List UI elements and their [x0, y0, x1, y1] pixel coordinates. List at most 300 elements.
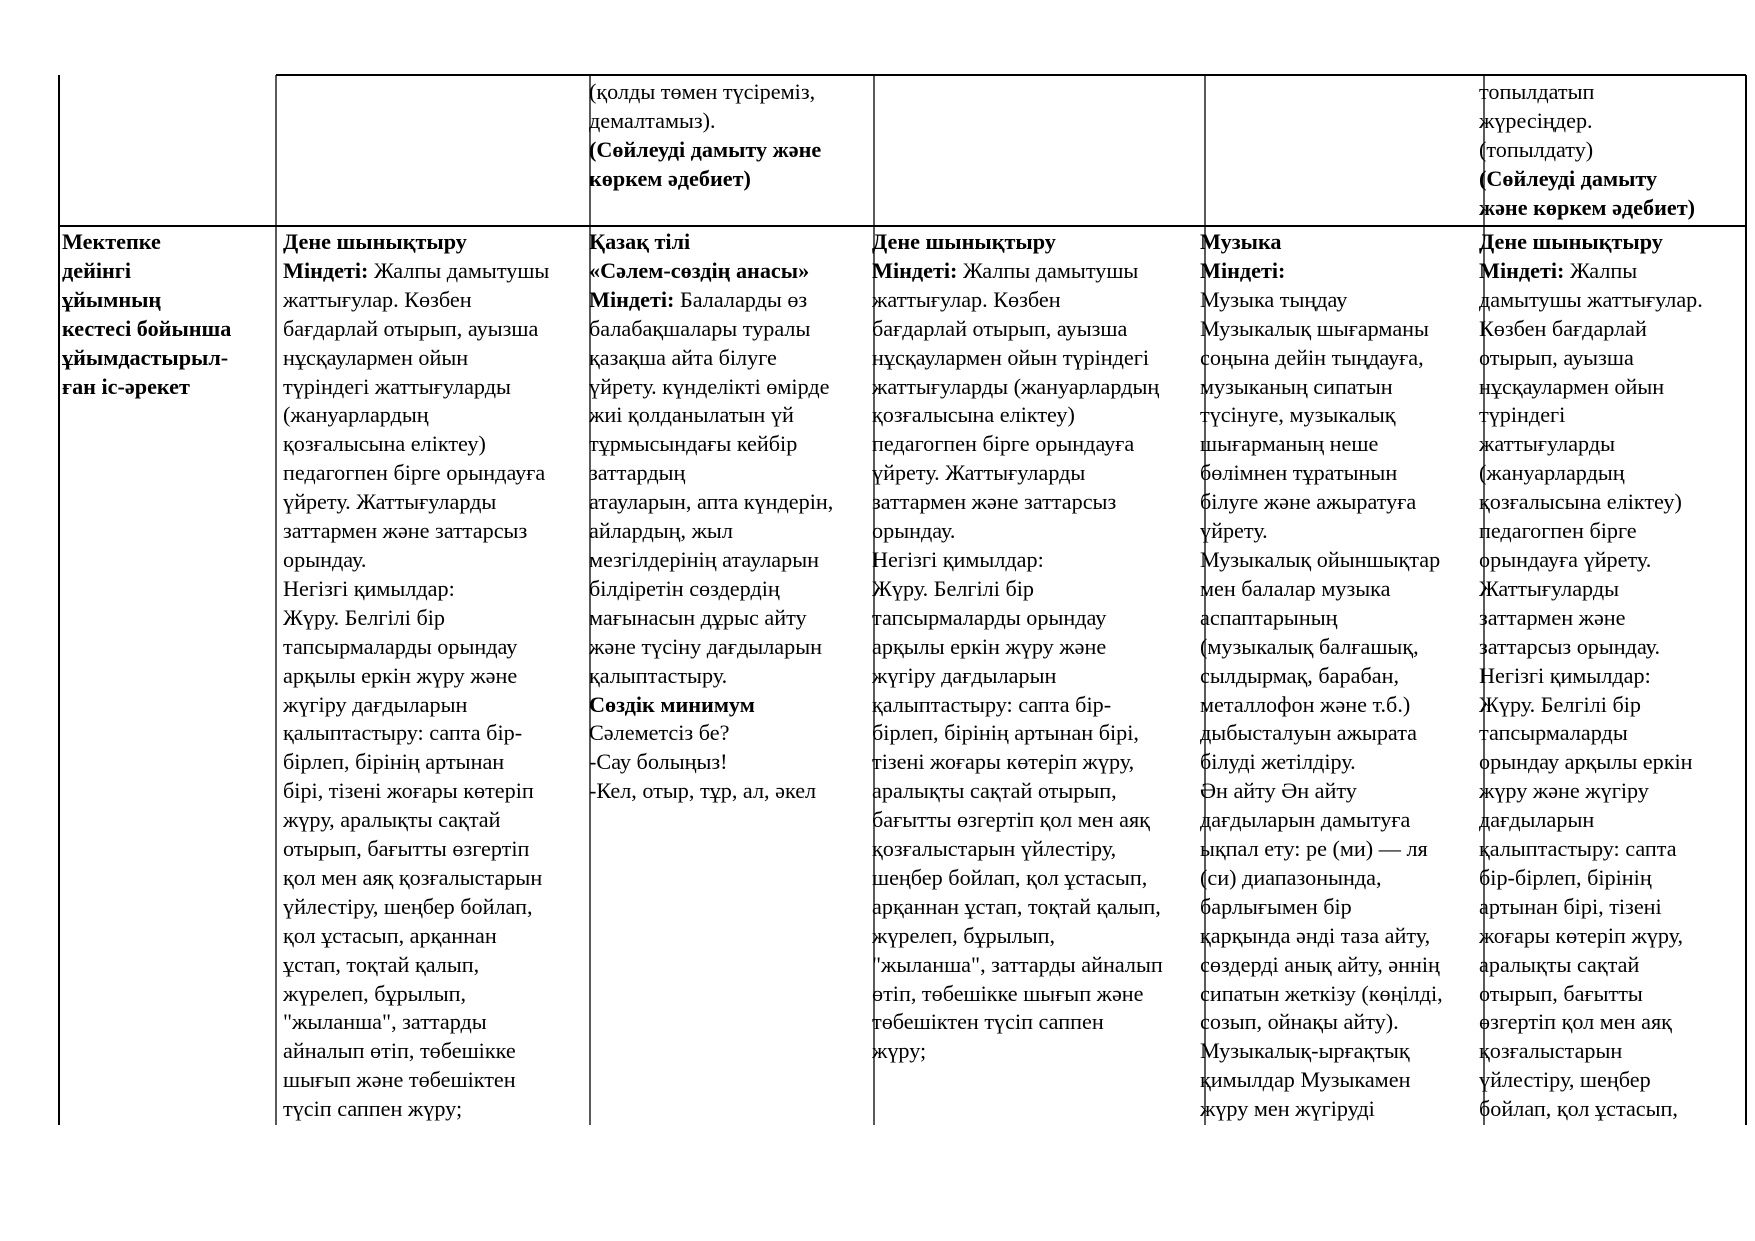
- text-line: [283, 662, 588, 691]
- text-line: [1479, 980, 1745, 1009]
- bold-text-run: Дене шынықтыру: [872, 229, 1056, 254]
- text-line: [589, 604, 873, 633]
- text-run: Негізгі қимылдар:: [872, 546, 1044, 572]
- text-run: (жануарлардың: [283, 402, 429, 428]
- text-line: [872, 315, 1203, 344]
- text-run: айналып өтіп, төбешікке: [283, 1038, 516, 1064]
- text-line: [872, 662, 1203, 691]
- text-line: [1200, 864, 1483, 893]
- text-line: [62, 286, 274, 315]
- text-line: [872, 488, 1203, 517]
- text-line: [283, 951, 588, 980]
- text-run: Музыкалық-ырғақтық: [1200, 1038, 1410, 1064]
- text-run: Музыкалық шығарманы: [1200, 315, 1429, 341]
- bold-text-run: көркем әдебиет): [589, 165, 751, 191]
- text-run: қалыптастыру: сапта бір-: [283, 720, 523, 746]
- text-run: орындау.: [283, 546, 367, 572]
- cell-row1-col0: [62, 78, 272, 224]
- text-line: [872, 893, 1203, 922]
- bold-text-run: Мектепке: [62, 229, 161, 254]
- text-run: қозғалысына еліктеу): [1479, 489, 1682, 515]
- text-run: Жүру. Белгілі бір: [283, 604, 445, 630]
- text-line: [872, 286, 1203, 315]
- text-run: орындауға үйрету.: [1479, 546, 1652, 572]
- text-line: [1200, 517, 1483, 546]
- bold-text-run: Сөздік минимум: [589, 691, 755, 717]
- text-line: [1200, 777, 1483, 806]
- text-line: [62, 315, 274, 344]
- text-run: дыбысталуын ажырата: [1200, 720, 1418, 746]
- text-line: [1200, 1008, 1483, 1037]
- text-run: Ән айту Ән айту: [1200, 778, 1357, 804]
- text-line: [283, 1095, 588, 1124]
- text-line: [1479, 488, 1745, 517]
- cell-row1-col4: [1200, 78, 1483, 224]
- text-run: мен балалар музыка: [1200, 575, 1391, 601]
- text-run: білдіретін сөздердің: [589, 575, 780, 601]
- text-line: [1479, 459, 1745, 488]
- text-line: [589, 315, 873, 344]
- bold-text-run: және көркем әдебиет): [1479, 194, 1696, 220]
- text-line: [1479, 893, 1745, 922]
- text-line: [872, 228, 1203, 257]
- text-run: қол мен аяқ қозғалыстарын: [283, 864, 543, 890]
- text-line: [589, 136, 873, 165]
- bold-text-run: ған іс-әрекет: [62, 373, 190, 399]
- text-run: заттардың: [589, 460, 686, 486]
- text-line: [1479, 662, 1745, 691]
- text-line: [62, 257, 274, 286]
- text-run: дағдыларын: [1479, 807, 1595, 833]
- text-run: аспаптарының: [1200, 604, 1338, 630]
- text-line: [872, 777, 1203, 806]
- text-run: (музыкалық балғашық,: [1200, 633, 1419, 659]
- text-run: мезгілдерінің атауларын: [589, 546, 819, 572]
- text-line: [1479, 165, 1745, 194]
- text-run: қимылдар Музыкамен: [1200, 1067, 1411, 1093]
- cell-row1-col3: [872, 78, 1203, 224]
- text-run: атауларын, апта күндерін,: [589, 489, 834, 515]
- text-run: педагогпен бірге орындауға: [283, 460, 546, 486]
- text-run: созып, ойнақы айту).: [1200, 1009, 1399, 1035]
- text-line: [1200, 1066, 1483, 1095]
- text-line: [283, 835, 588, 864]
- text-line: [1200, 488, 1483, 517]
- text-run: шеңбер бойлап, қол ұстасып,: [872, 864, 1148, 890]
- text-run: жүру мен жүгіруді: [1200, 1096, 1375, 1122]
- text-run: жүру, аралықты сақтай: [283, 807, 501, 833]
- bold-text-run: ұйымдастырыл-: [62, 344, 229, 370]
- text-line: [872, 373, 1203, 402]
- text-run: жаттығуларды: [1479, 431, 1616, 457]
- text-line: [589, 344, 873, 373]
- text-line: [283, 748, 588, 777]
- text-line: [872, 748, 1203, 777]
- text-line: [1200, 662, 1483, 691]
- text-run: түсіп саппен жүру;: [283, 1096, 463, 1122]
- text-line: [589, 575, 873, 604]
- text-run: қалыптастыру: сапта бір-: [872, 691, 1112, 717]
- text-line: [283, 806, 588, 835]
- text-line: [1200, 315, 1483, 344]
- cell-row-heading: [62, 228, 274, 1125]
- text-line: [283, 893, 588, 922]
- text-line: [872, 719, 1203, 748]
- text-run: отырып, бағытты: [1479, 980, 1643, 1006]
- text-line: [1479, 315, 1745, 344]
- text-run: заттармен және заттарсыз: [872, 489, 1117, 515]
- text-run: тапсырмаларды орындау: [872, 604, 1107, 630]
- bold-text-run: Міндеті:: [589, 286, 675, 312]
- text-line: [589, 748, 873, 777]
- text-line: [1479, 633, 1745, 662]
- text-run: педагогпен бірге: [1479, 518, 1637, 544]
- text-line: [872, 257, 1203, 286]
- text-run: білуге және ажыратуға: [1200, 489, 1417, 515]
- text-run: Балаларды өз: [674, 286, 808, 312]
- text-run: бағытты өзгертіп қол мен аяқ: [872, 807, 1150, 833]
- text-line: [872, 1008, 1203, 1037]
- text-line: [283, 228, 588, 257]
- text-run: айлардың, жыл: [589, 518, 733, 544]
- text-line: [283, 691, 588, 720]
- text-line: [1200, 1095, 1483, 1124]
- text-line: [283, 633, 588, 662]
- text-run: Жалпы дамытушы: [368, 257, 550, 283]
- text-line: [1479, 546, 1745, 575]
- text-run: мағынасын дұрыс айту: [589, 604, 807, 630]
- text-line: [1200, 546, 1483, 575]
- text-line: [1479, 136, 1745, 165]
- text-run: төбешіктен түсіп саппен: [872, 1009, 1104, 1035]
- text-line: [1200, 401, 1483, 430]
- text-run: Негізгі қимылдар:: [283, 575, 455, 601]
- text-run: шығып және төбешіктен: [283, 1067, 516, 1093]
- text-run: жүресіңдер.: [1479, 107, 1593, 133]
- text-run: қозғалыстарын: [1479, 1038, 1623, 1064]
- text-run: арқаннан ұстап, тоқтай қалып,: [872, 893, 1161, 919]
- text-run: жоғары көтеріп жүру,: [1479, 922, 1684, 948]
- text-line: [283, 344, 588, 373]
- text-line: [1200, 228, 1483, 257]
- bold-text-run: Міндеті:: [1479, 257, 1565, 283]
- text-line: [1479, 864, 1745, 893]
- text-run: сөздерді анық айту, әннің: [1200, 951, 1440, 977]
- text-line: [1479, 107, 1745, 136]
- text-run: жүгіру дағдыларын: [872, 662, 1057, 688]
- bold-text-run: Қазақ тілі: [589, 229, 691, 254]
- bold-text-run: Міндеті:: [872, 257, 958, 283]
- text-line: [62, 344, 274, 373]
- text-run: тұрмысындағы кейбір: [589, 431, 798, 457]
- text-run: (жануарлардың: [1479, 460, 1625, 486]
- text-line: [872, 980, 1203, 1009]
- text-line: [1200, 286, 1483, 315]
- text-run: қозғалысына еліктеу): [872, 402, 1075, 428]
- text-line: [872, 1037, 1203, 1066]
- text-line: [283, 1008, 588, 1037]
- text-run: арқылы еркін жүру және: [283, 662, 518, 688]
- text-run: металлофон және т.б.): [1200, 691, 1411, 717]
- text-run: Музыка тыңдау: [1200, 286, 1348, 312]
- text-run: жиі қолданылатын үй: [589, 402, 794, 428]
- text-line: [589, 257, 873, 286]
- text-line: [589, 488, 873, 517]
- text-line: [283, 401, 588, 430]
- text-run: дағдыларын дамытуға: [1200, 807, 1411, 833]
- text-run: бойлап, қол ұстасып,: [1479, 1096, 1678, 1122]
- text-line: [1479, 1095, 1745, 1124]
- text-run: білуді жетілдіру.: [1200, 749, 1356, 775]
- text-run: жаттығулар. Көзбен: [283, 286, 472, 312]
- text-run: жаттығуларды (жануарлардың: [872, 373, 1160, 399]
- text-run: бағдарлай отырып, ауызша: [872, 315, 1128, 341]
- text-line: [589, 107, 873, 136]
- text-run: шығарманың неше: [1200, 431, 1379, 457]
- text-run: педагогпен бірге орындауға: [872, 431, 1135, 457]
- text-run: ықпал ету: ре (ми) — ля: [1200, 836, 1428, 862]
- text-line: [1479, 604, 1745, 633]
- text-line: [1479, 517, 1745, 546]
- text-line: [283, 546, 588, 575]
- text-line: [1200, 922, 1483, 951]
- text-run: жүру және жүгіру: [1479, 778, 1649, 804]
- text-run: -Сау болыңыз!: [589, 749, 728, 775]
- text-run: Сәлеметсіз бе?: [589, 720, 730, 746]
- text-line: [589, 662, 873, 691]
- text-run: өтіп, төбешікке шығып және: [872, 980, 1144, 1006]
- text-run: Негізгі қимылдар:: [1479, 662, 1651, 688]
- text-line: [872, 546, 1203, 575]
- text-line: [1200, 1037, 1483, 1066]
- text-run: үйрету. Жаттығуларды: [283, 489, 497, 515]
- text-run: Музыкалық ойыншықтар: [1200, 546, 1441, 572]
- text-line: [589, 165, 873, 194]
- text-run: Жүру. Белгілі бір: [872, 575, 1034, 601]
- text-line: [589, 691, 873, 720]
- text-run: (топылдату): [1479, 136, 1594, 162]
- text-line: [1479, 1008, 1745, 1037]
- bold-text-run: кестесі бойынша: [62, 315, 232, 341]
- text-line: [283, 459, 588, 488]
- text-run: бірлеп, бірінің артынан: [283, 749, 505, 775]
- text-line: [283, 488, 588, 517]
- text-line: [589, 78, 873, 107]
- text-line: [1479, 922, 1745, 951]
- text-run: музыканың сипатын: [1200, 373, 1393, 399]
- text-line: [283, 373, 588, 402]
- text-run: соңына дейін тыңдауға,: [1200, 344, 1424, 370]
- text-line: [872, 922, 1203, 951]
- text-run: топылдатып: [1479, 79, 1595, 104]
- text-line: [62, 373, 274, 402]
- cell-monday-activity: [283, 228, 588, 1125]
- text-line: [589, 517, 873, 546]
- text-line: [1200, 633, 1483, 662]
- text-run: "жыланша", заттарды айналып: [872, 951, 1163, 977]
- text-run: үйрету.: [1200, 518, 1268, 544]
- text-line: [1479, 373, 1745, 402]
- text-line: [1479, 1066, 1745, 1095]
- cell-row1-col2: [589, 78, 873, 224]
- text-line: [589, 546, 873, 575]
- text-run: қарқында әнді таза айту,: [1200, 922, 1431, 948]
- text-run: түріндегі: [1479, 402, 1566, 428]
- text-run: заттармен және: [1479, 604, 1626, 630]
- text-line: [872, 401, 1203, 430]
- text-run: Жалпы: [1564, 257, 1638, 283]
- text-line: [283, 257, 588, 286]
- bold-text-run: Музыка: [1200, 229, 1282, 254]
- text-line: [872, 835, 1203, 864]
- text-line: [872, 864, 1203, 893]
- text-line: [1200, 806, 1483, 835]
- text-line: [283, 922, 588, 951]
- text-line: [62, 228, 274, 257]
- text-run: аралықты сақтай: [1479, 951, 1640, 977]
- bold-text-run: «Сәлем-сөздің анасы»: [589, 257, 810, 283]
- text-line: [872, 459, 1203, 488]
- text-line: [1200, 691, 1483, 720]
- bold-text-run: дейінгі: [62, 257, 132, 283]
- text-line: [872, 604, 1203, 633]
- text-run: Жаттығуларды: [1479, 575, 1620, 601]
- text-run: демалтамыз).: [589, 107, 716, 133]
- text-line: [1200, 459, 1483, 488]
- text-line: [283, 286, 588, 315]
- text-line: [1479, 719, 1745, 748]
- text-run: тапсырмаларды: [1479, 720, 1628, 746]
- text-run: үйлестіру, шеңбер: [1479, 1067, 1651, 1093]
- text-run: түріндегі жаттығуларды: [283, 373, 511, 399]
- text-run: нұсқаулармен ойын түріндегі: [872, 344, 1150, 370]
- text-line: [283, 604, 588, 633]
- text-line: [1479, 228, 1745, 257]
- text-run: отырып, бағытты өзгертіп: [283, 836, 530, 862]
- text-line: [1200, 604, 1483, 633]
- bold-text-run: Міндеті:: [283, 257, 369, 283]
- bold-text-run: Міндеті:: [1200, 257, 1286, 283]
- text-line: [283, 1037, 588, 1066]
- text-line: [1200, 257, 1483, 286]
- text-run: Көзбен бағдарлай: [1479, 315, 1647, 341]
- text-line: [1479, 286, 1745, 315]
- text-run: қазақша айта білуге: [589, 344, 777, 370]
- text-run: дамытушы жаттығулар.: [1479, 286, 1703, 312]
- text-line: [589, 401, 873, 430]
- text-line: [1479, 194, 1745, 223]
- text-run: өзгертіп қол мен аяқ: [1479, 1009, 1672, 1035]
- text-line: [1200, 951, 1483, 980]
- text-run: бағдарлай отырып, ауызша: [283, 315, 539, 341]
- text-line: [589, 719, 873, 748]
- text-run: үйрету. күнделікті өмірде: [589, 373, 830, 399]
- text-run: бір-бірлеп, бірінің: [1479, 864, 1652, 890]
- text-line: [1479, 257, 1745, 286]
- text-run: (си) диапазонында,: [1200, 864, 1382, 890]
- text-run: заттарсыз орындау.: [1479, 633, 1661, 659]
- text-run: отырып, ауызша: [1479, 344, 1634, 370]
- text-line: [1479, 691, 1745, 720]
- text-run: қалыптастыру.: [589, 662, 728, 688]
- text-line: [1479, 1037, 1745, 1066]
- text-run: қалыптастыру: сапта: [1479, 836, 1677, 862]
- text-run: жүгіру дағдыларын: [283, 691, 468, 717]
- text-line: [1200, 893, 1483, 922]
- text-line: [1200, 719, 1483, 748]
- text-run: бірі, тізені жоғары көтеріп: [283, 778, 534, 804]
- text-line: [1479, 951, 1745, 980]
- text-run: Жалпы дамытушы: [957, 257, 1139, 283]
- text-run: нұсқаулармен ойын: [283, 344, 469, 370]
- cell-tuesday-activity: [589, 228, 873, 1125]
- text-line: [283, 1066, 588, 1095]
- text-run: заттармен және заттарсыз: [283, 518, 528, 544]
- text-line: [872, 691, 1203, 720]
- text-run: қозғалыстарын үйлестіру,: [872, 836, 1117, 862]
- text-run: нұсқаулармен ойын: [1479, 373, 1665, 399]
- text-run: жүрелеп, бұрылып,: [283, 980, 467, 1006]
- text-line: [1200, 344, 1483, 373]
- text-line: [589, 286, 873, 315]
- text-run: -Кел, отыр, тұр, ал, әкел: [589, 778, 817, 804]
- text-line: [589, 430, 873, 459]
- text-run: тапсырмаларды орындау: [283, 633, 518, 659]
- text-line: [872, 951, 1203, 980]
- text-run: сипатын жеткізу (көңілді,: [1200, 980, 1443, 1006]
- text-run: Жүру. Белгілі бір: [1479, 691, 1641, 717]
- text-line: [1479, 748, 1745, 777]
- text-run: жүрелеп, бұрылып,: [872, 922, 1056, 948]
- text-line: [1200, 980, 1483, 1009]
- text-line: [1200, 575, 1483, 604]
- text-run: орындау арқылы еркін: [1479, 749, 1693, 775]
- bold-text-run: (Сөйлеуді дамыту және: [589, 136, 822, 162]
- bold-text-run: (Сөйлеуді дамыту: [1479, 165, 1658, 191]
- text-line: [872, 344, 1203, 373]
- text-line: [1479, 575, 1745, 604]
- cell-friday-activity: [1479, 228, 1745, 1125]
- bold-text-run: Дене шынықтыру: [1479, 229, 1663, 254]
- text-line: [872, 806, 1203, 835]
- text-line: [1200, 835, 1483, 864]
- text-line: [872, 575, 1203, 604]
- text-line: [1479, 344, 1745, 373]
- text-line: [283, 315, 588, 344]
- text-run: сылдырмақ, барабан,: [1200, 662, 1400, 688]
- text-run: түсінуге, музыкалық: [1200, 402, 1396, 428]
- text-line: [589, 373, 873, 402]
- text-line: [1200, 373, 1483, 402]
- text-run: үйрету. Жаттығуларды: [872, 460, 1086, 486]
- text-line: [872, 430, 1203, 459]
- text-line: [589, 777, 873, 806]
- text-run: жүру;: [872, 1038, 927, 1064]
- text-run: орындау.: [872, 518, 956, 544]
- text-line: [872, 633, 1203, 662]
- text-run: артынан бірі, тізені: [1479, 893, 1662, 919]
- text-line: [283, 777, 588, 806]
- bold-text-run: ұйымның: [62, 286, 162, 312]
- text-run: арқылы еркін жүру және: [872, 633, 1107, 659]
- text-line: [1479, 78, 1745, 107]
- text-line: [283, 719, 588, 748]
- text-line: [1479, 835, 1745, 864]
- text-run: қол ұстасып, арқаннан: [283, 922, 497, 948]
- text-run: аралықты сақтай отырып,: [872, 778, 1117, 804]
- text-line: [1200, 748, 1483, 777]
- text-line: [283, 864, 588, 893]
